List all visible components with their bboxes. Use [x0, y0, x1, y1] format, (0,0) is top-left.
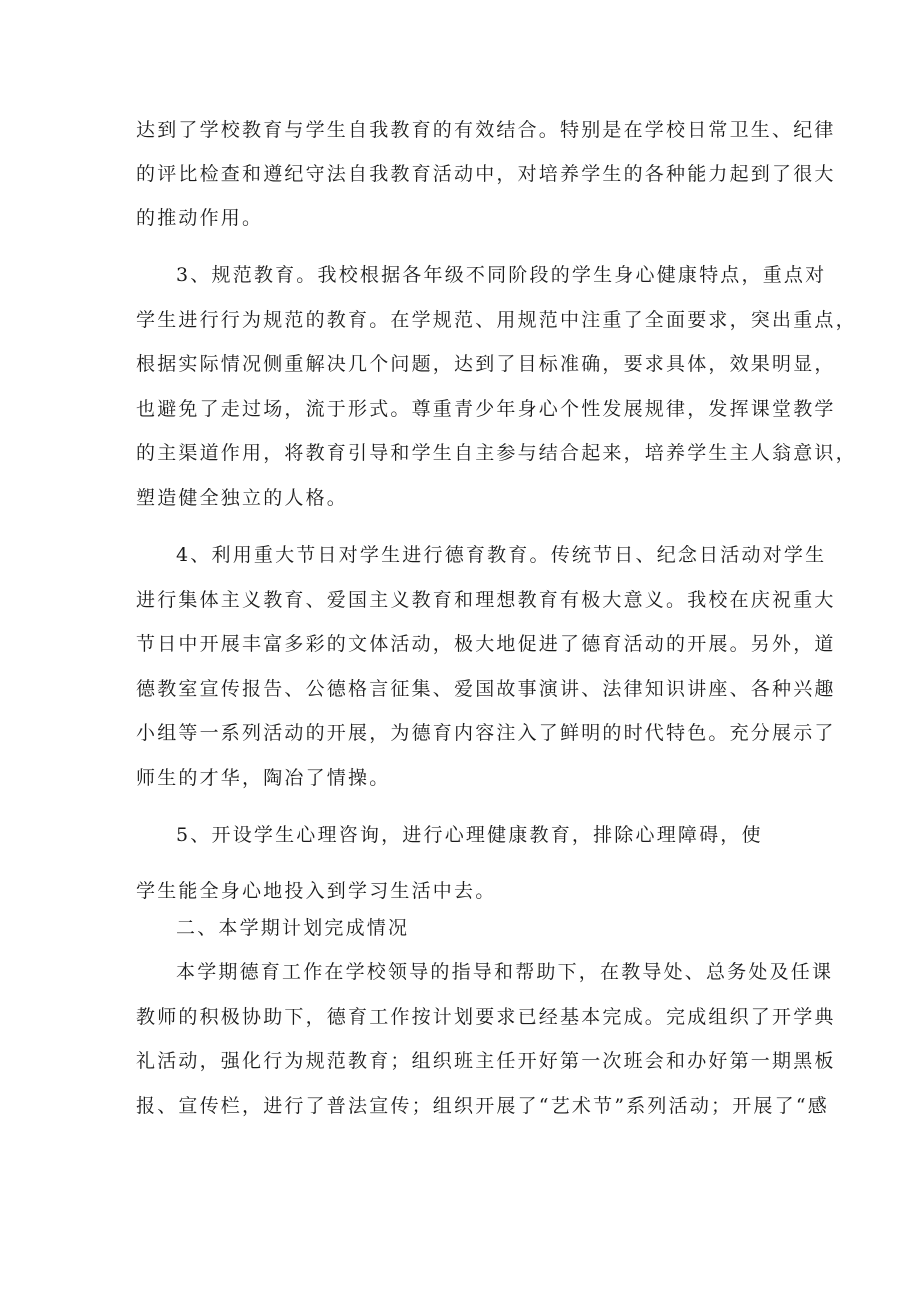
- paragraph-line: 根据实际情况侧重解决几个问题，达到了目标准确，要求具体，效果明显，: [136, 353, 836, 375]
- section-heading: 二、本学期计划完成情况: [176, 917, 410, 939]
- paragraph-line: 本学期德育工作在学校领导的指导和帮助下，在教导处、总务处及任课: [176, 961, 834, 983]
- paragraph-line: 4、利用重大节日对学生进行德育教育。传统节日、纪念日活动对学生: [176, 544, 827, 566]
- paragraph-line: 学生能全身心地投入到学习生活中去。: [136, 880, 497, 902]
- paragraph-line: 塑造健全独立的人格。: [136, 487, 349, 509]
- paragraph-line: 的推动作用。: [136, 207, 264, 229]
- paragraph-line: 的主渠道作用，将教育引导和学生自主参与结合起来，培养学生主人翁意识，: [136, 442, 857, 464]
- paragraph-line: 报、宣传栏，进行了普法宣传；组织开展了“艺术节”系列活动；开展了“感: [136, 1095, 829, 1117]
- paragraph-line: 3、规范教育。我校根据各年级不同阶段的学生身心健康特点，重点对: [176, 264, 827, 286]
- paragraph-line: 节日中开展丰富多彩的文体活动，极大地促进了德育活动的开展。另外，道: [136, 633, 836, 655]
- paragraph-line: 教师的积极协助下，德育工作按计划要求已经基本完成。完成组织了开学典: [136, 1006, 836, 1028]
- paragraph-line: 也避免了走过场，流于形式。尊重青少年身心个性发展规律，发挥课堂教学: [136, 398, 836, 420]
- paragraph-line: 学生进行行为规范的教育。在学规范、用规范中注重了全面要求，突出重点，: [136, 309, 857, 331]
- paragraph-line: 师生的才华，陶冶了情操。: [136, 767, 391, 789]
- paragraph-line: 礼活动，强化行为规范教育；组织班主任开好第一次班会和办好第一期黑板: [136, 1050, 836, 1072]
- paragraph-line: 小组等一系列活动的开展，为德育内容注入了鲜明的时代特色。充分展示了: [136, 722, 836, 744]
- paragraph-line: 的评比检查和遵纪守法自我教育活动中，对培养学生的各种能力起到了很大: [136, 163, 836, 185]
- paragraph-line: 5、开设学生心理咨询，进行心理健康教育，排除心理障碍，使: [176, 824, 763, 846]
- paragraph-line: 达到了学校教育与学生自我教育的有效结合。特别是在学校日常卫生、纪律: [136, 119, 836, 141]
- paragraph-line: 进行集体主义教育、爱国主义教育和理想教育有极大意义。我校在庆祝重大: [136, 589, 836, 611]
- paragraph-line: 德教室宣传报告、公德格言征集、爱国故事演讲、法律知识讲座、各种兴趣: [136, 678, 836, 700]
